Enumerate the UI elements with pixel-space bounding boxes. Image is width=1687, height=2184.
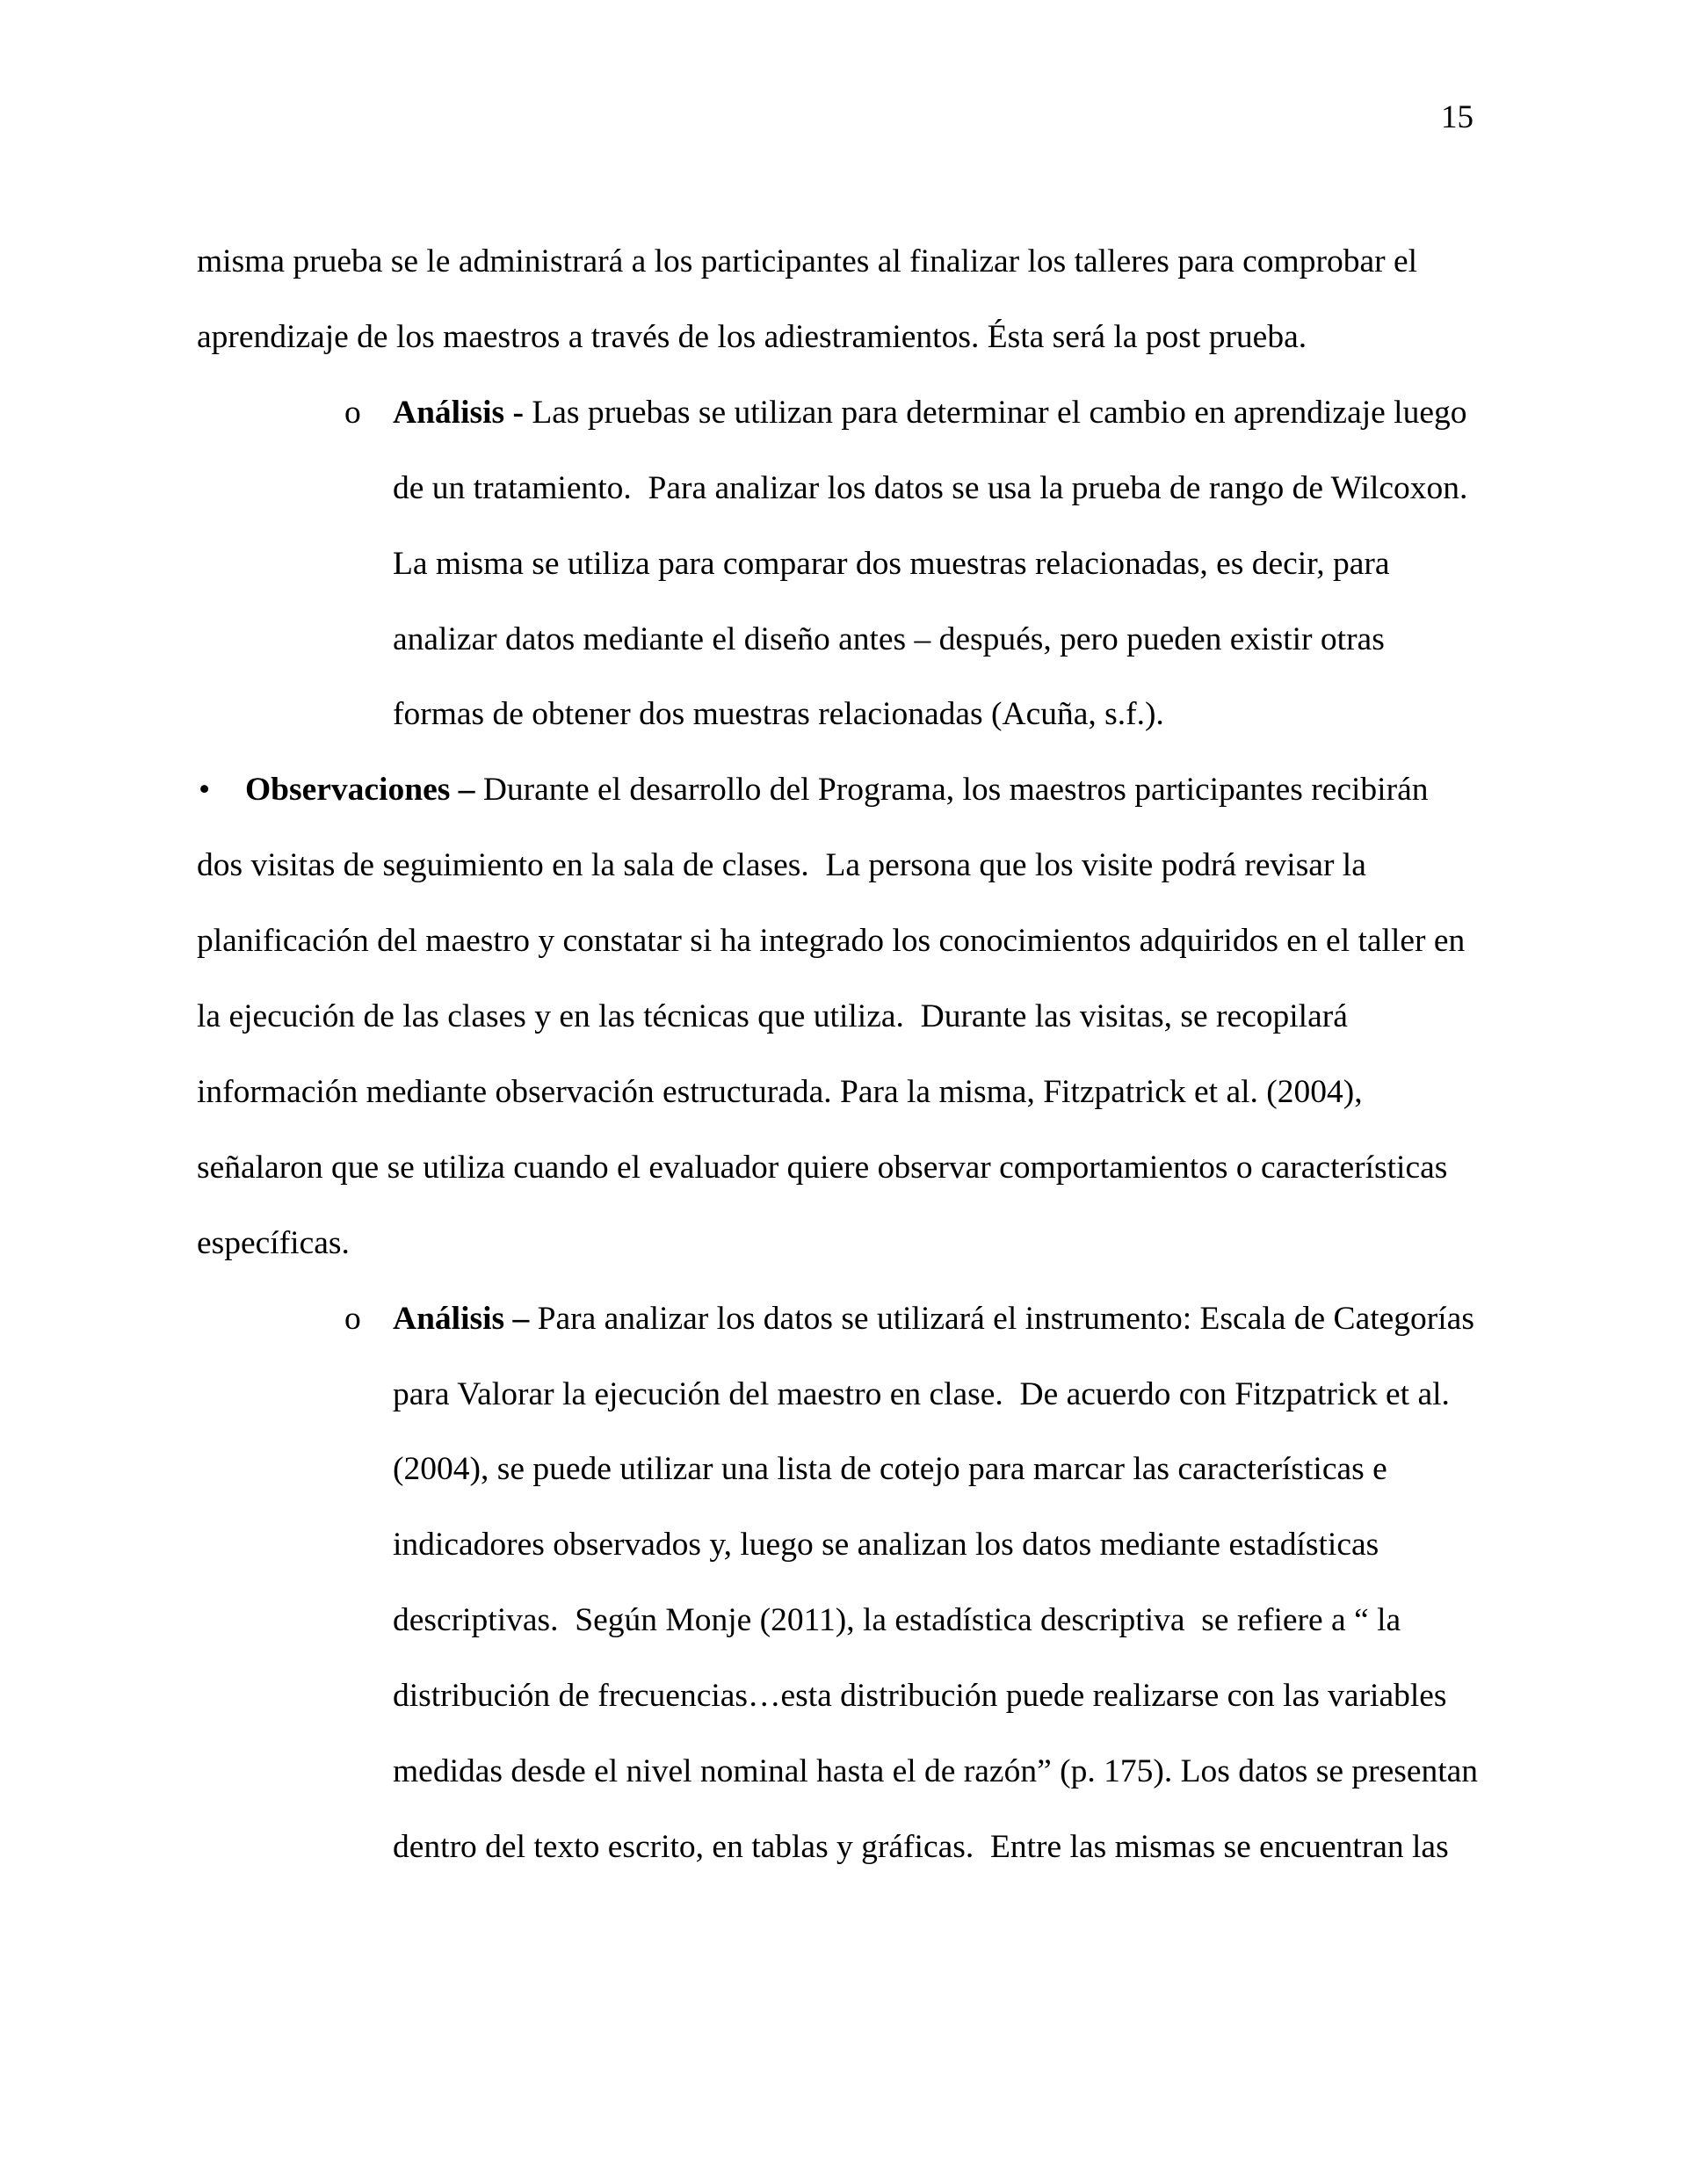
circle-bullet-icon: o (344, 394, 361, 431)
observations-item (245, 771, 1428, 809)
item-heading: Análisis - (393, 394, 524, 431)
text-line: misma prueba se le administrará a los participantes al finalizar los talleres para comprobar el (197, 243, 1418, 279)
text-line: información mediante observación estructurada. Para la misma, Fitzpatrick et al. (2004), (197, 1073, 1363, 1110)
text-line: dentro del texto escrito, en tablas y gráficas. Entre las mismas se encuentran las (393, 1828, 1449, 1865)
item-text: Para analizar los datos se utilizará el instrumento: Escala de Categorías (529, 1300, 1474, 1337)
text-line: indicadores observados y, luego se analizan los datos mediante estadísticas (393, 1527, 1379, 1564)
text-line: específicas. (197, 1224, 350, 1261)
item-text: Las pruebas se utilizan para determinar el cambio en aprendizaje luego (524, 394, 1467, 431)
item-heading: Análisis – (393, 1300, 530, 1337)
text-line: para Valorar la ejecución del maestro en clase. De acuerdo con Fitzpatrick et al. (393, 1375, 1450, 1412)
circle-bullet-icon: o (344, 1300, 361, 1337)
text-line: planificación del maestro y constatar si ha integrado los conocimientos adquiridos en el taller en (197, 923, 1466, 960)
text-line: distribución de frecuencias…esta distribución puede realizarse con las variables (393, 1678, 1447, 1715)
text-line: formas de obtener dos muestras relacionadas (Acuña, s.f.). (393, 696, 1164, 733)
text-line: la ejecución de las clases y en las técnicas que utiliza. Durante las visitas, se recopilará (197, 998, 1348, 1034)
text-line: analizar datos mediante el diseño antes – después, pero pueden existir otras (393, 620, 1385, 657)
text-line: señalaron que se utiliza cuando el evaluador quiere observar comportamientos o características (197, 1149, 1448, 1186)
page-number: 15 (1441, 99, 1473, 135)
text-line: dos visitas de seguimiento en la sala de clases. La persona que los visite podrá revisar la (197, 847, 1366, 884)
text-line: (2004), se puede utilizar una lista de cotejo para marcar las características e (393, 1451, 1387, 1488)
text-line: de un tratamiento. Para analizar los datos se usa la prueba de rango de Wilcoxon. (393, 469, 1468, 506)
analysis-item-2 (393, 1300, 1474, 1339)
text-line: La misma se utiliza para comparar dos muestras relacionadas, es decir, para (393, 545, 1390, 582)
text-line: aprendizaje de los maestros a través de los adiestramientos. Ésta será la post prueba. (197, 318, 1307, 355)
item-text: Durante el desarrollo del Programa, los maestros participantes recibirán (474, 772, 1429, 809)
bullet-icon: • (199, 772, 211, 809)
item-heading: Observaciones – (245, 772, 475, 809)
analysis-item-1 (393, 394, 1466, 432)
text-line: descriptivas. Según Monje (2011), la estadística descriptiva se refiere a “ la (393, 1602, 1401, 1639)
text-line: medidas desde el nivel nominal hasta el de razón” (p. 175). Los datos se presentan (393, 1753, 1479, 1789)
